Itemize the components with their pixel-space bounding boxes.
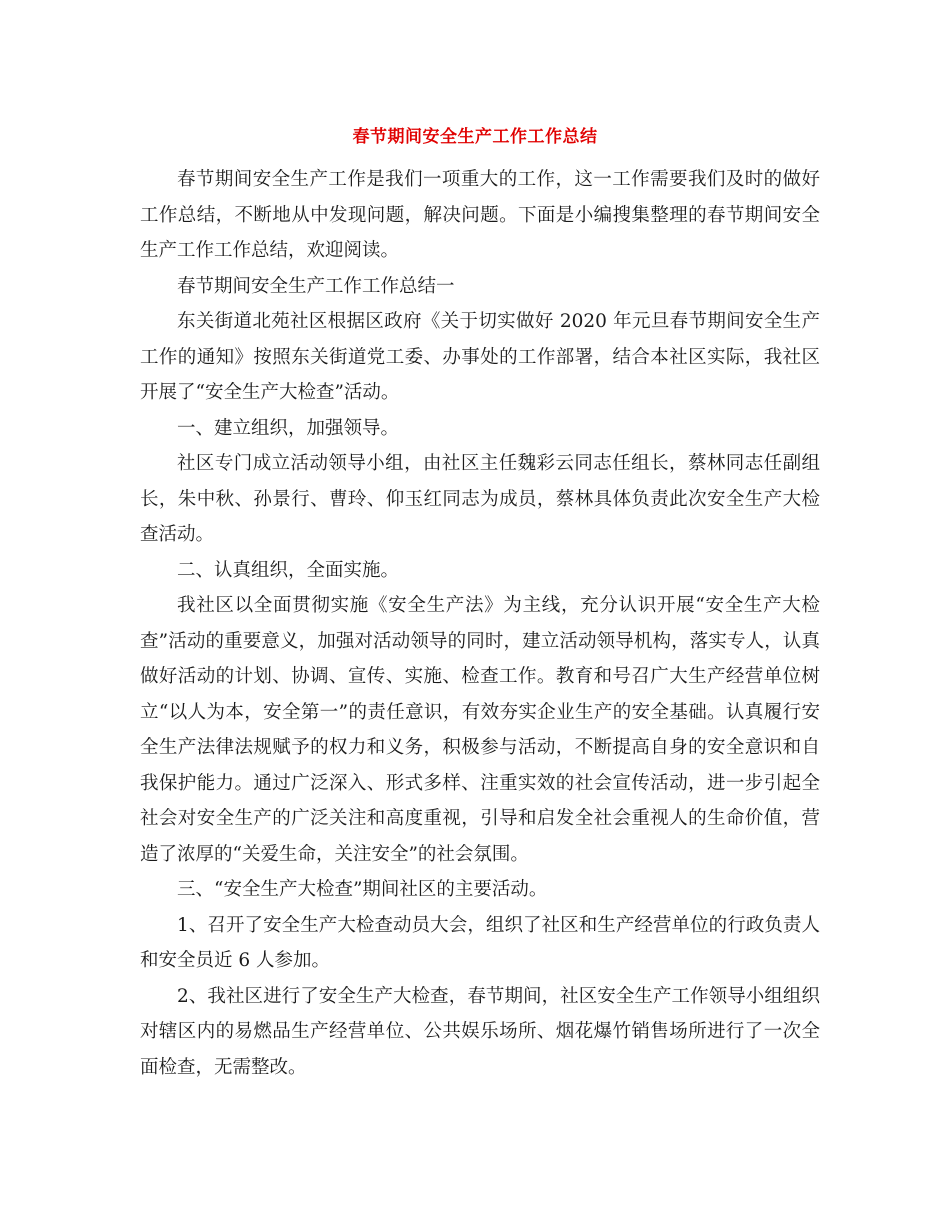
activity-item-1: 1、召开了安全生产大检查动员大会，组织了社区和生产经营单位的行政负责人和安全员近 6 人参加。 (140, 914, 820, 971)
document-title: 春节期间安全生产工作工作总结 (352, 127, 598, 147)
document-body (140, 162, 820, 1085)
activity-item-2: 2、我社区进行了安全生产大检查，春节期间，社区安全生产工作领导小组组织对辖区内的易燃品生产经营单位、公共娱乐场所、烟花爆竹销售场所进行了一次全面检查，无需整改。 (140, 985, 820, 1078)
section-heading-summary-one: 春节期间安全生产工作工作总结一 (177, 275, 455, 297)
section-heading-organization: 一、建立组织，加强领导。 (177, 417, 400, 439)
section-heading-implementation: 二、认真组织，全面实施。 (177, 559, 400, 581)
implementation-paragraph: 我社区以全面贯彻实施《安全生产法》为主线，充分认识开展“安全生产大检查”活动的重要意义，加强对活动领导的同时，建立活动领导机构，落实专人，认真做好活动的计划、协调、宣传、实施、检查工作。教育和号召广大生产经营单位树立“以人为本，安全第一”的责任意识，有效夯实企业生产的安全基础。认真履行安全生产法律法规赋予的权力和义务，积极参与活动，不断提高自身的安全意识和自我保护能力。通过广泛深入、形式多样、注重实效的社会宣传活动，进一步引起全社会对安全生产的广泛关注和高度重视，引导和启发全社会重视人的生命价值，营造了浓厚的“关爱生命，关注安全”的社会氛围。 (140, 595, 820, 865)
intro-paragraph: 春节期间安全生产工作是我们一项重大的工作，这一工作需要我们及时的做好工作总结，不断地从中发现问题，解决问题。下面是小编搜集整理的春节期间安全生产工作工作总结，欢迎阅读。 (140, 169, 820, 261)
organization-paragraph: 社区专门成立活动领导小组，由社区主任魏彩云同志任组长，蔡林同志任副组长，朱中秋、孙景行、曹玲、仰玉红同志为成员，蔡林具体负责此次安全生产大检查活动。 (140, 453, 820, 545)
background-paragraph: 东关街道北苑社区根据区政府《关于切实做好 2020 年元旦春节期间安全生产工作的通知》按照东关街道党工委、办事处的工作部署，结合本社区实际，我社区开展了“安全生产大检查”活动。 (140, 311, 820, 403)
section-heading-main-activities: 三、“安全生产大检查”期间社区的主要活动。 (177, 879, 548, 900)
